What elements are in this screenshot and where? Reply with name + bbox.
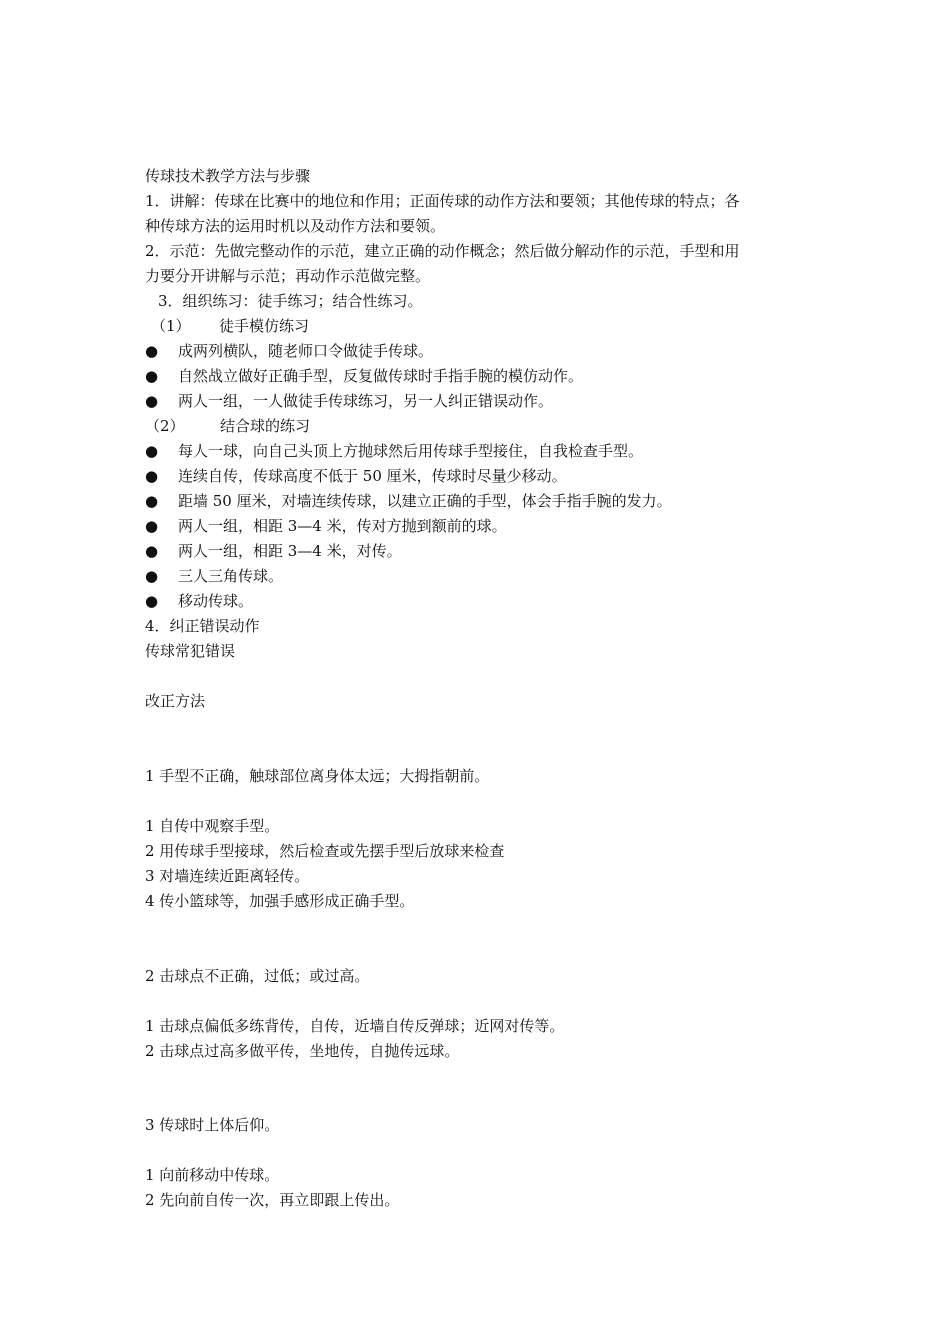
list-item-text: 每人一球，向自己头顶上方抛球然后用传球手型接住，自我检查手型。 (178, 442, 644, 460)
bullet-icon: ● (145, 367, 159, 385)
methods-heading: 改正方法 (145, 692, 206, 710)
bullet-icon: ● (145, 492, 159, 510)
step-3: 3．组织练习：徒手练习；结合性练习。 (158, 292, 423, 310)
error-2: 2 击球点不正确，过低；或过高。 (145, 967, 370, 985)
list-item-text: 移动传球。 (178, 592, 254, 610)
list-item-text: 连续自传，传球高度不低于 50 厘米，传球时尽量少移动。 (178, 467, 567, 485)
sub-heading-1 (151, 316, 451, 336)
list-item-text: 两人一组，相距 3—4 米，传对方抛到额前的球。 (178, 517, 507, 535)
list-item-text: 成两列横队，随老师口令做徒手传球。 (178, 342, 434, 360)
errors-heading: 传球常犯错误 (145, 642, 236, 660)
fix-1-item: 1 自传中观察手型。 (145, 817, 280, 835)
list-item-text: 自然战立做好正确手型，反复做传球时手指手腕的模仿动作。 (178, 367, 584, 385)
fix-1-item: 3 对墙连续近距离轻传。 (145, 867, 310, 885)
sub-heading-2-label: 结合球的练习 (220, 417, 311, 435)
list-item-text: 三人三角传球。 (178, 567, 284, 585)
list-item-text: 两人一组，一人做徒手传球练习，另一人纠正错误动作。 (178, 392, 554, 410)
fix-3-item: 1 向前移动中传球。 (145, 1166, 280, 1184)
bullet-icon: ● (145, 467, 159, 485)
bullet-icon: ● (145, 392, 159, 410)
bullet-icon: ● (145, 567, 159, 585)
step-1-line-1: 1．讲解：传球在比赛中的地位和作用；正面传球的动作方法和要领；其他传球的特点；各 (145, 192, 740, 210)
fix-1-item: 2 用传球手型接球，然后检查或先摆手型后放球来检查 (145, 842, 505, 860)
bullet-icon: ● (145, 542, 159, 560)
fix-2-item: 2 击球点过高多做平传，坐地传，自抛传远球。 (145, 1042, 460, 1060)
bullet-icon: ● (145, 442, 159, 460)
document-title: 传球技术教学方法与步骤 (145, 167, 311, 185)
fix-2-item: 1 击球点偏低多练背传，自传，近墙自传反弹球；近网对传等。 (145, 1017, 565, 1035)
bullet-icon: ● (145, 342, 159, 360)
bullet-icon: ● (145, 517, 159, 535)
sub-heading-1-label: 徒手模仿练习 (219, 317, 310, 335)
error-1: 1 手型不正确，触球部位离身体太远；大拇指朝前。 (145, 767, 490, 785)
step-4: 4．纠正错误动作 (145, 617, 260, 635)
list-item-text: 两人一组，相距 3—4 米，对传。 (178, 542, 402, 560)
sub-heading-2-number: （2） (145, 417, 185, 435)
step-2-line-1: 2．示范：先做完整动作的示范，建立正确的动作概念；然后做分解动作的示范，手型和用 (145, 242, 740, 260)
fix-1-item: 4 传小篮球等，加强手感形成正确手型。 (145, 892, 415, 910)
error-3: 3 传球时上体后仰。 (145, 1116, 280, 1134)
fix-3-item: 2 先向前自传一次，再立即跟上传出。 (145, 1191, 400, 1209)
bullet-icon: ● (145, 592, 159, 610)
step-1-line-2: 种传球方法的运用时机以及动作方法和要领。 (145, 217, 446, 235)
sub-heading-1-number: （1） (151, 317, 191, 335)
step-2-line-2: 力要分开讲解与示范；再动作示范做完整。 (145, 267, 431, 285)
list-item-text: 距墙 50 厘米，对墙连续传球，以建立正确的手型，体会手指手腕的发力。 (178, 492, 672, 510)
sub-heading-2 (145, 416, 445, 436)
